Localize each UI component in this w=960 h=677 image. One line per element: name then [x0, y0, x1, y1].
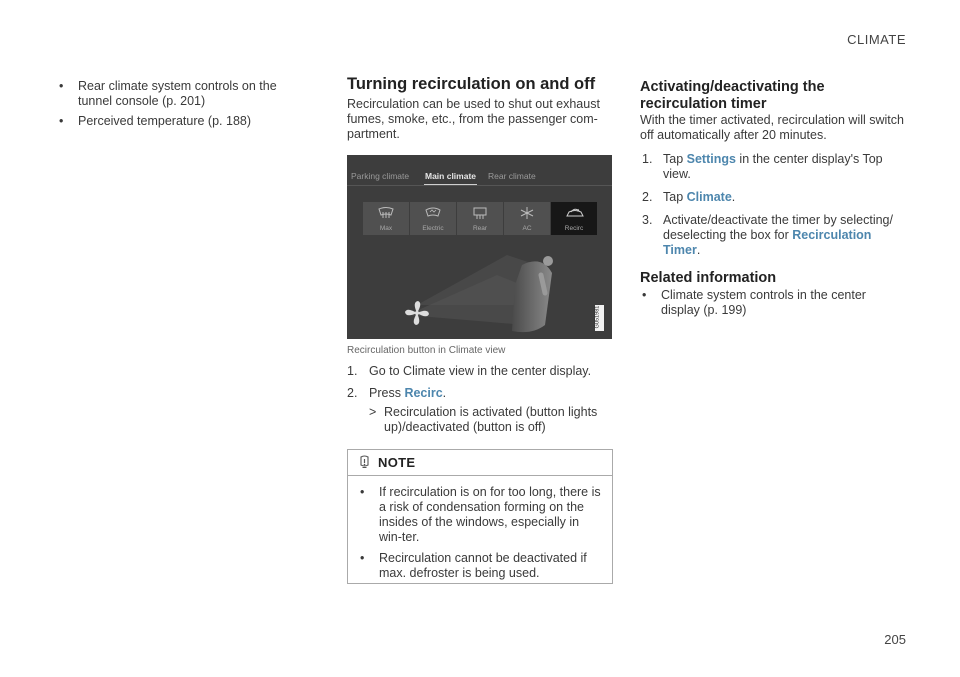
section-title: Turning recirculation on and off — [347, 75, 596, 93]
airflow-illustration — [347, 155, 612, 339]
climate-keyword: Climate — [686, 190, 732, 204]
list-item: 3. Activate/deactivate the timer by selecting/ deselecting the box for Recirculation Timer. — [642, 213, 893, 257]
settings-keyword: Settings — [686, 152, 736, 166]
list-item: 1. Tap Settings in the center display's Top view. — [642, 152, 883, 181]
list-item: • Recirculation cannot be deactivated if max. defroster is being used. — [360, 551, 587, 580]
figure-caption: Recirculation button in Climate view — [347, 345, 506, 356]
column-1 — [57, 79, 307, 134]
recirculation-timer-keyword: Recirculation Timer — [663, 228, 872, 257]
recirc-keyword: Recirc — [404, 386, 443, 400]
note-body — [348, 476, 612, 581]
intro-text: With the timer activated, recirculation will switch off automatically after 20 minutes. — [640, 113, 904, 142]
list-item — [640, 288, 908, 318]
related-link-perceived-temperature[interactable]: Perceived temperature (p. 188) — [78, 114, 252, 128]
button-label: Recirc — [564, 225, 584, 232]
recirc-steps — [347, 364, 612, 440]
info-icon — [357, 455, 372, 470]
list-item: 2. Tap Climate. — [642, 190, 736, 204]
button-label: Rear — [472, 225, 488, 232]
bullet-icon: • — [360, 485, 365, 499]
fan-icon — [404, 300, 430, 326]
climate-view-illustration — [347, 155, 612, 339]
image-id-tag: G051981 — [595, 305, 604, 331]
section-title: Activating/deactivating the recirculation timer — [640, 79, 825, 112]
bullet-icon: • — [59, 79, 64, 93]
bullet-icon: • — [642, 288, 647, 302]
button-label: AC — [522, 225, 532, 232]
list-item — [57, 79, 307, 109]
button-label: Max — [379, 225, 393, 232]
bullet-icon: • — [360, 551, 365, 565]
list-item: • If recirculation is on for too long, there is a risk of condensation forming on the insides of the windows, especially in win-ter. — [360, 485, 601, 544]
column-2 — [347, 75, 612, 142]
note-header — [348, 450, 612, 476]
list-item: 1. Go to Climate view in the center display. — [347, 364, 592, 378]
page-number: 205 — [884, 632, 906, 647]
related-information-title: Related information — [640, 270, 777, 286]
note-title: NOTE — [378, 455, 416, 470]
related-link-rear-climate[interactable]: Rear climate system controls on the tunnel console (p. 201) — [78, 79, 277, 108]
intro-text: Recirculation can be used to shut out exhaust fumes, smoke, etc., from the passenger com-partment. — [347, 97, 600, 141]
step-result: > Recirculation is activated (button lights up)/deactivated (button is off) — [369, 405, 598, 434]
tab-parking-climate: Parking climate — [351, 171, 410, 181]
note-box — [347, 449, 613, 584]
tab-main-climate: Main climate — [425, 171, 477, 181]
button-label: Electric — [422, 225, 444, 232]
column-3 — [640, 79, 908, 323]
related-link-climate-controls[interactable]: Climate system controls in the center display (p. 199) — [661, 288, 866, 317]
bullet-icon: • — [59, 114, 64, 128]
section-header: CLIMATE — [847, 32, 906, 47]
list-item — [57, 114, 307, 129]
tab-rear-climate: Rear climate — [488, 171, 536, 181]
list-item: 2. Press Recirc. — [347, 386, 447, 400]
